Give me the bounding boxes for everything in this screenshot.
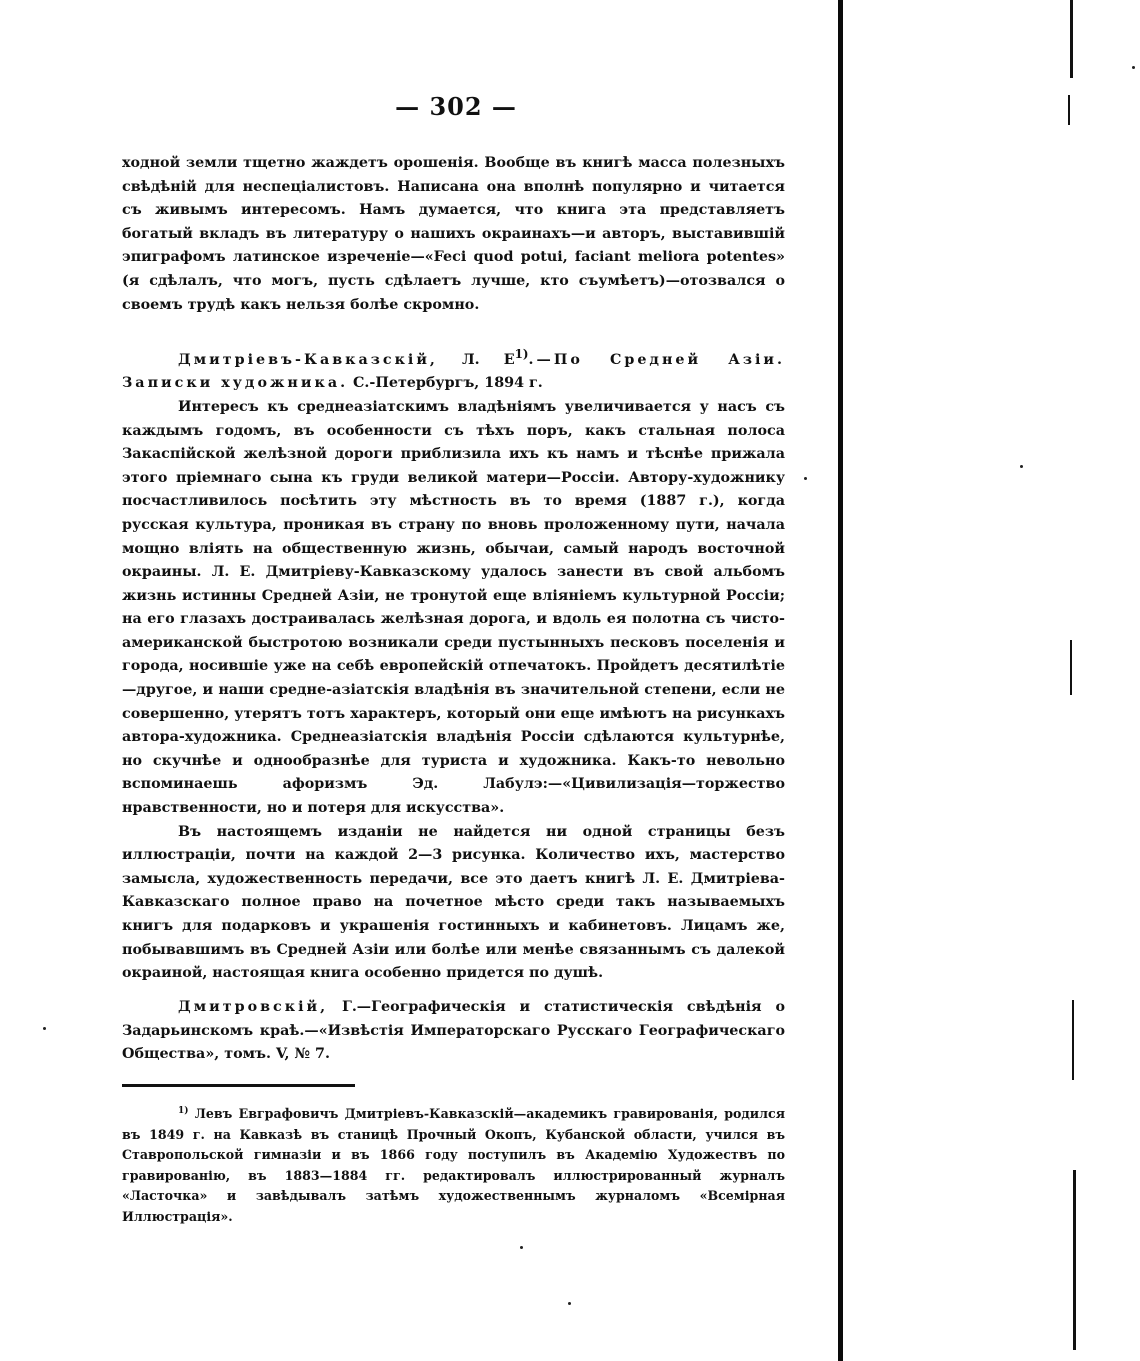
scan-edge-mark bbox=[1073, 1170, 1076, 1350]
scan-gutter-line bbox=[838, 0, 843, 1361]
entry-author: Дмитровскій, bbox=[178, 999, 329, 1015]
scan-speck bbox=[1020, 465, 1023, 468]
scan-speck bbox=[568, 1302, 571, 1305]
entry-imprint: С.-Петербургъ, 1894 г. bbox=[348, 375, 543, 392]
entry-text: Г.—Географическія и статистическія свѣдѣнія о Задарьинскомъ краѣ.—«Извѣстія Императорскаго Русскаго Географическаго Общества», томъ. V, № 7. bbox=[122, 999, 785, 1063]
entry-title: .—По Средней Азіи. Записки художника. bbox=[122, 351, 785, 392]
entry-heading bbox=[122, 996, 785, 1067]
paragraph-text: ходной земли тщетно жаждетъ орошенія. Вообще въ книгѣ масса полезныхъ свѣдѣній для неспеціалистовъ. Написана она вполнѣ популярно и читается съ живымъ интересомъ. Намъ думается, что книга эта представляетъ богатый вкладъ въ литературу о нашихъ окраинахъ—и авторъ, выставившій эпиграфомъ латинское изреченіе—«Feci quod potui, faciant meliora potentes» (я сдѣлалъ, что могъ, пусть сдѣлаетъ лучше, кто съумѣетъ)—отозвался о своемъ трудѣ какъ нельзя болѣе скромно. bbox=[122, 155, 785, 313]
bibliography-entry-2 bbox=[122, 996, 785, 1067]
footnote-divider bbox=[122, 1084, 355, 1087]
scan-speck bbox=[43, 1027, 46, 1030]
scan-speck bbox=[520, 1246, 523, 1249]
scan-edge-mark bbox=[1068, 95, 1070, 125]
bibliography-entry-1 bbox=[122, 343, 785, 986]
entry-body-paragraph: Въ настоящемъ изданіи не найдется ни одной страницы безъ иллюстраціи, почти на каждой 2—3 рисунка. Количество ихъ, мастерство замысла, художественность передачи, все это даетъ книгѣ Л. Е. Дмитріева-Кавказскаго полное право на почетное мѣсто среди такъ называемыхъ книгъ для подарковъ и украшенія гостинныхъ и кабинетовъ. Лицамъ же, побывавшимъ въ Средней Азіи или болѣе или менѣе связаннымъ съ далекой окраиной, настоящая книга особенно придется по душѣ. bbox=[122, 823, 785, 982]
entry-initials: Л. Е bbox=[437, 351, 515, 368]
entry-body-paragraph: Интересъ къ среднеазіатскимъ владѣніямъ увеличивается у насъ съ каждымъ годомъ, въ особенности съ тѣхъ поръ, какъ стальная полоса Закаспійской желѣзной дороги приблизила ихъ къ намъ и тѣснѣе прижала этого пріемнаго сына къ груди великой матери—Россіи. Автору-художнику посчастливилось посѣтить эту мѣстность въ то время (1887 г.), когда русская культура, проникая въ страну по вновь проложенному пути, начала мощно вліять на общественную жизнь, обычаи, самый народъ восточной окраины. Л. Е. Дмитріеву-Кавказскому удалось занести въ свой альбомъ жизнь истинны Средней Азіи, не тронутой еще вліяніемъ культурной Россіи; на его глазахъ достраивалась желѣзная дорога, и вдоль ея полотна съ чисто-американской быстротою возникали среди пустынныхъ песковъ поселенія и города, носившіе уже на себѣ европейскій отпечатокъ. Пройдетъ десятилѣтіе—другое, и наши средне-азіатскія владѣнія въ значительной степени, если не совершенно, утерятъ тотъ характеръ, который они еще имѣютъ на рисункахъ автора-художника. Среднеазіатскія владѣнія Россіи сдѣлаются культурнѣе, но скучнѣе и однообразнѣе для туриста и художника. Какъ-то невольно вспоминаешь афоризмъ Эд. Лабулэ:—«Цивилизація—торжество нравственности, но и потеря для искусства». bbox=[122, 398, 785, 817]
footnote-text: Левъ Евграфовичъ Дмитріевъ-Кавказскій—академикъ гравированія, родился въ 1849 г. на Кавказѣ въ станицѣ Прочный Окопъ, Кубанской области, учился въ Ставропольской гимназіи и въ 1866 году поступилъ въ Академію Художествъ по гравированію, въ 1883—1884 гг. редактировалъ иллюстрированный журналъ «Ласточка» и завѣдывалъ затѣмъ художественнымъ журналомъ «Всемірная Иллюстрація». bbox=[122, 1106, 785, 1224]
page-number: — 302 — bbox=[395, 92, 517, 121]
scan-edge-mark bbox=[1072, 1000, 1074, 1080]
scan-speck bbox=[804, 477, 807, 480]
entry-author: Дмитріевъ-Кавказскій, bbox=[178, 351, 438, 368]
scan-edge-mark bbox=[1070, 640, 1072, 695]
scan-speck bbox=[1132, 66, 1135, 69]
paragraph-continued bbox=[122, 152, 785, 317]
footnote-reference: 1) bbox=[514, 347, 529, 361]
scan-edge-mark bbox=[1070, 0, 1073, 78]
entry-heading bbox=[122, 343, 785, 396]
footnote-marker: 1) bbox=[178, 1106, 189, 1116]
footnote bbox=[122, 1101, 785, 1227]
